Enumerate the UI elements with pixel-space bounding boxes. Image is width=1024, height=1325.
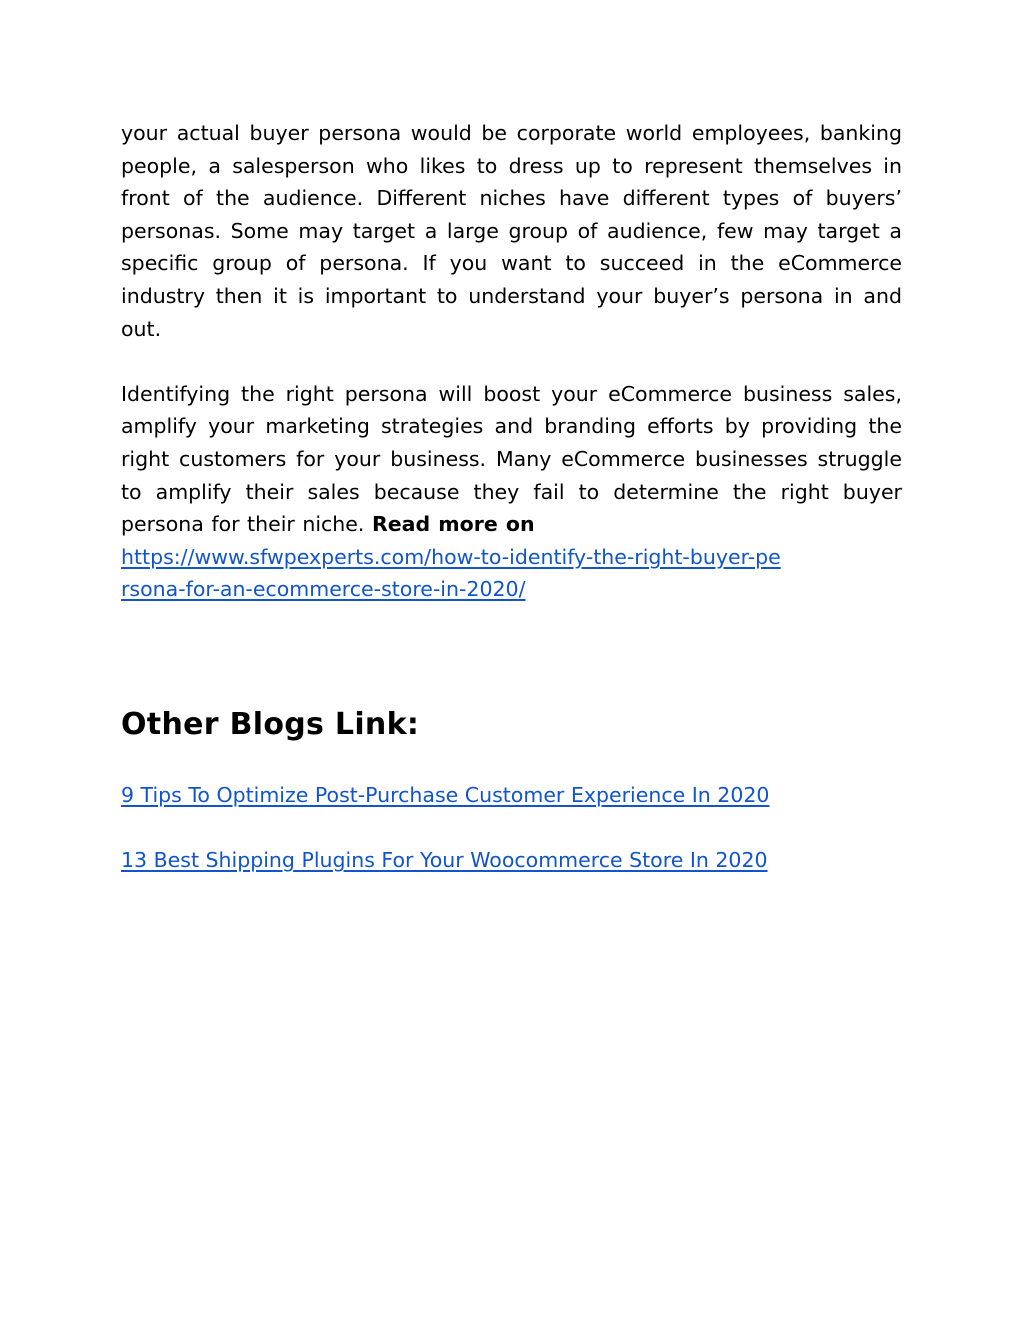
read-more-link-line-2: rsona-for-an-ecommerce-store-in-2020/	[121, 577, 526, 602]
blog-link-post-purchase[interactable]: 9 Tips To Optimize Post-Purchase Customer Experience In 2020	[121, 783, 770, 807]
paragraph-identifying-persona	[121, 378, 902, 541]
read-more-label: Read more on	[371, 512, 535, 537]
paragraph-buyer-persona: your actual buyer persona would be corporate world employees, banking people, a salesperson who likes to dress up to represent themselves in front of the audience. Different niches have different types of buyers’ personas. Some may target a large group of audience, few may target a specific group of persona. If you want to succeed in the eCommerce industry then it is important to understand your buyer’s persona in and out.	[121, 121, 902, 341]
paragraph-identifying-persona-text: Identifying the right persona will boost your eCommerce business sales, amplify your marketing strategies and branding efforts by providing the right customers for your business. Many eCommerce businesses struggle to amplify their sales because they fail to determine the right buyer persona for their niche.	[121, 381, 902, 537]
blog-link-shipping-plugins[interactable]: 13 Best Shipping Plugins For Your Woocommerce Store In 2020	[121, 848, 768, 872]
read-more-link[interactable]	[121, 541, 902, 606]
read-more-link-line-1: https://www.sfwpexperts.com/how-to-identify-the-right-buyer-pe	[121, 544, 781, 569]
other-blogs-heading: Other Blogs Link:	[121, 707, 420, 742]
document-page	[121, 117, 902, 872]
